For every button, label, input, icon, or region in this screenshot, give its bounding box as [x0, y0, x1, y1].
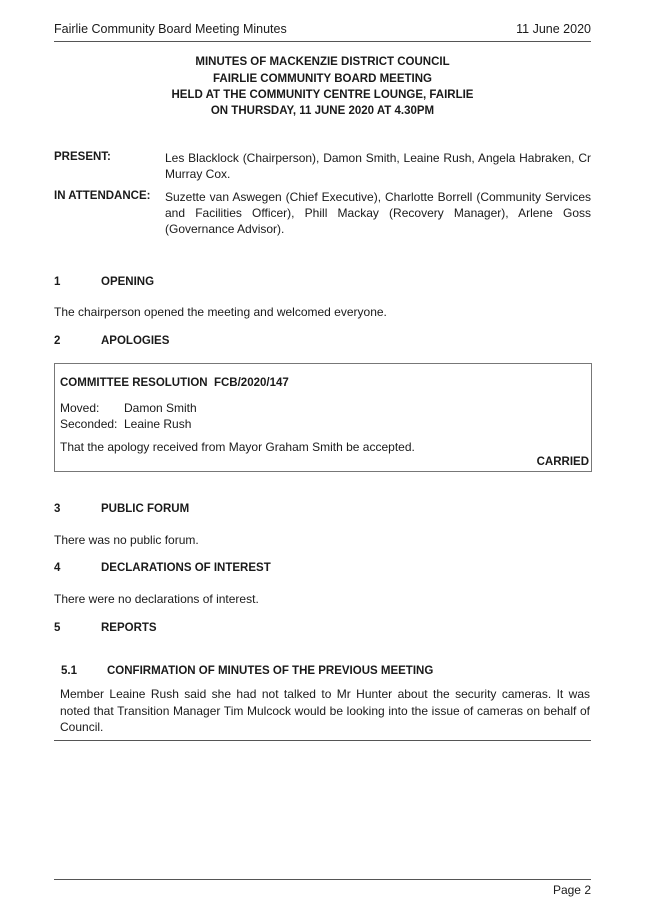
title-line-2: FAIRLIE COMMUNITY BOARD MEETING — [213, 73, 432, 85]
section-4-title: DECLARATIONS OF INTEREST — [101, 562, 271, 574]
resolution-title: COMMITTEE RESOLUTION FCB/2020/147 — [60, 377, 289, 389]
header-date: 11 June 2020 — [516, 22, 591, 36]
section-2-title: APOLOGIES — [101, 335, 170, 347]
section-2-number: 2 — [54, 335, 61, 347]
present-label: PRESENT: — [54, 151, 111, 163]
section-3-number: 3 — [54, 503, 61, 515]
subsection-number: 5.1 — [61, 665, 77, 677]
subsection-divider — [54, 740, 591, 741]
moved-label: Moved: — [60, 401, 100, 415]
section-3-text: There was no public forum. — [54, 533, 199, 547]
header-document-title: Fairlie Community Board Meeting Minutes — [54, 22, 287, 36]
subsection-title: CONFIRMATION OF MINUTES OF THE PREVIOUS MEETING — [107, 665, 434, 677]
resolution-status: CARRIED — [536, 456, 589, 468]
resolution-text: That the apology received from Mayor Graham Smith be accepted. — [60, 440, 415, 454]
section-4-number: 4 — [54, 562, 61, 574]
subsection-text: Member Leaine Rush said she had not talked to Mr Hunter about the security cameras. It was noted that Transition Manager Tim Mulcock would be looking into the issue of cameras on behalf of Council. — [60, 687, 590, 734]
attendance-label: IN ATTENDANCE: — [54, 190, 151, 202]
section-5-title: REPORTS — [101, 622, 157, 634]
section-3-title: PUBLIC FORUM — [101, 503, 190, 515]
section-1-number: 1 — [54, 276, 61, 288]
moved-value: Damon Smith — [124, 401, 197, 415]
present-text: Les Blacklock (Chairperson), Damon Smith, Leaine Rush, Angela Habraken, Cr Murray Cox. — [165, 151, 591, 181]
header-divider — [54, 41, 591, 42]
attendance-text: Suzette van Aswegen (Chief Executive), Charlotte Borrell (Community Services and Facilities Officer), Phill Mackay (Recovery Manager), Arlene Goss (Governance Advisor). — [165, 190, 591, 236]
section-4-text: There were no declarations of interest. — [54, 592, 259, 606]
section-1-title: OPENING — [101, 276, 155, 288]
page-number: Page 2 — [552, 883, 591, 897]
title-line-1: MINUTES OF MACKENZIE DISTRICT COUNCIL — [195, 56, 450, 68]
title-line-3: HELD AT THE COMMUNITY CENTRE LOUNGE, FAIRLIE — [171, 89, 474, 101]
section-1-text: The chairperson opened the meeting and welcomed everyone. — [54, 305, 387, 319]
title-line-4: ON THURSDAY, 11 JUNE 2020 AT 4.30PM — [210, 105, 435, 117]
section-5-number: 5 — [54, 622, 61, 634]
footer-divider — [54, 879, 591, 880]
seconded-label: Seconded: — [60, 417, 118, 431]
seconded-value: Leaine Rush — [124, 417, 192, 431]
